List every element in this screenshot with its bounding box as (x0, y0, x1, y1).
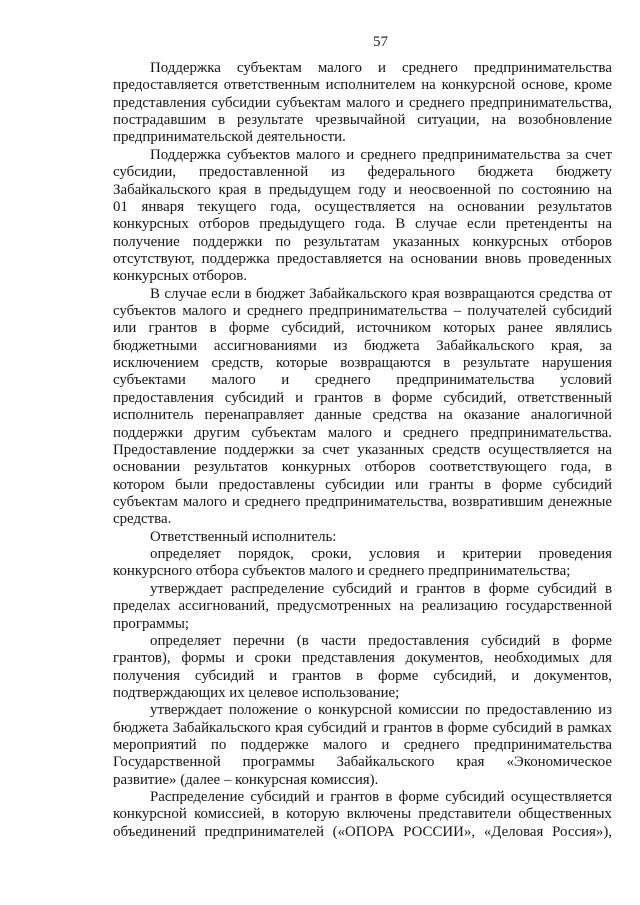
text-line: утверждает распределение субсидий и грантов в форме субсидий в (150, 580, 612, 597)
text-line: субъектов малого и среднего предпринимательства – получателей субсидий (113, 303, 612, 320)
text-line: Распределение субсидий и грантов в форме субсидий осуществляется (150, 789, 612, 806)
text-line: исполнитель перенаправляет данные средства на оказание аналогичной (113, 407, 612, 424)
text-line: субсидии, предоставленной из федерального бюджета бюджету (113, 164, 612, 181)
text-line: подтверждающих их целевое использование; (113, 684, 400, 701)
text-line: Забайкальского края в предыдущем году и неосвоенной по состоянию на (113, 181, 612, 198)
text-line: субъектам малого и среднего предпринимательства, возвратившим денежные (113, 493, 612, 510)
text-line: конкурсных отборов предыдущего года. В случае если претенденты на (113, 216, 612, 233)
text-line: пострадавшим в результате чрезвычайной ситуации, на возобновление (113, 112, 612, 129)
text-line: объединений предпринимателей («ОПОРА РОССИИ», «Деловая Россия»), (113, 823, 612, 840)
text-line: Ответственный исполнитель: (150, 528, 337, 545)
paragraph (113, 546, 612, 581)
paragraph (113, 529, 612, 546)
paragraph (113, 789, 612, 841)
text-line: утверждает положение о конкурсной комиссии по предоставлению из (150, 702, 612, 719)
text-line: отсутствуют, поддержка предоставляется на основании вновь проведенных (113, 250, 612, 267)
text-line: пределах ассигнований, предусмотренных на реализацию государственной (113, 598, 612, 615)
text-line: получения субсидий и грантов в форме субсидий, и документов, (113, 667, 612, 684)
text-line: субъектами малого и среднего предпринимательства условий (113, 372, 612, 389)
text-line: бюджетными ассигнованиями из бюджета Забайкальского края, за (113, 337, 612, 354)
paragraph (113, 147, 612, 286)
text-line: определяет порядок, сроки, условия и критерии проведения (150, 546, 612, 563)
text-line: программы; (113, 615, 190, 632)
document-body (113, 60, 612, 841)
text-line: 01 января текущего года, осуществляется на основании результатов (113, 198, 612, 215)
text-line: Предоставление поддержки за счет указанных средств осуществляется на (113, 441, 612, 458)
paragraph (113, 286, 612, 529)
text-line: котором были предоставлены субсидии или гранты в форме субсидий (113, 476, 612, 493)
text-line: поддержки другим субъектам малого и среднего предпринимательства. (113, 424, 612, 441)
paragraph (113, 581, 612, 633)
text-line: бюджета Забайкальского края субсидий и грантов в форме субсидий в рамках (113, 719, 612, 736)
text-line: предоставления субсидий и грантов в форме субсидий, ответственный (113, 389, 612, 406)
text-line: представления субсидии субъектам малого и среднего предпринимательства, (113, 94, 612, 111)
paragraph (113, 60, 612, 147)
text-line: предпринимательской деятельности. (113, 129, 346, 146)
text-line: конкурсной комиссией, в которую включены представители общественных (113, 806, 612, 823)
text-line: В случае если в бюджет Забайкальского края возвращаются средства от (150, 285, 612, 302)
text-line: мероприятий по поддержке малого и среднего предпринимательства (113, 737, 612, 754)
text-line: определяет перечни (в части предоставления субсидий в форме (150, 632, 612, 649)
text-line: или грантов в форме субсидий, источником которых ранее являлись (113, 320, 612, 337)
text-line: предоставляется ответственным исполнителем на конкурсной основе, кроме (113, 77, 612, 94)
text-line: Поддержка субъектов малого и среднего предпринимательства за счет (150, 146, 612, 163)
page-number: 57 (373, 34, 388, 50)
text-line: конкурсных отборов. (113, 268, 247, 285)
text-line: конкурсного отбора субъектов малого и среднего предпринимательства; (113, 563, 571, 580)
text-line: средства. (113, 511, 172, 528)
text-line: исключением средств, которые возвращаются в результате нарушения (113, 355, 612, 372)
text-line: основании результатов конкурных отборов соответствующего года, в (113, 459, 612, 476)
text-line: получение поддержки по результатам указанных конкурсных отборов (113, 233, 612, 250)
paragraph (113, 702, 612, 789)
paragraph (113, 633, 612, 702)
text-line: грантов), формы и сроки представления документов, необходимых для (113, 650, 612, 667)
text-line: развитие» (далее – конкурсная комиссия). (113, 771, 379, 788)
text-line: Государственной программы Забайкальского края «Экономическое (113, 754, 612, 771)
text-line: Поддержка субъектам малого и среднего предпринимательства (150, 60, 612, 76)
